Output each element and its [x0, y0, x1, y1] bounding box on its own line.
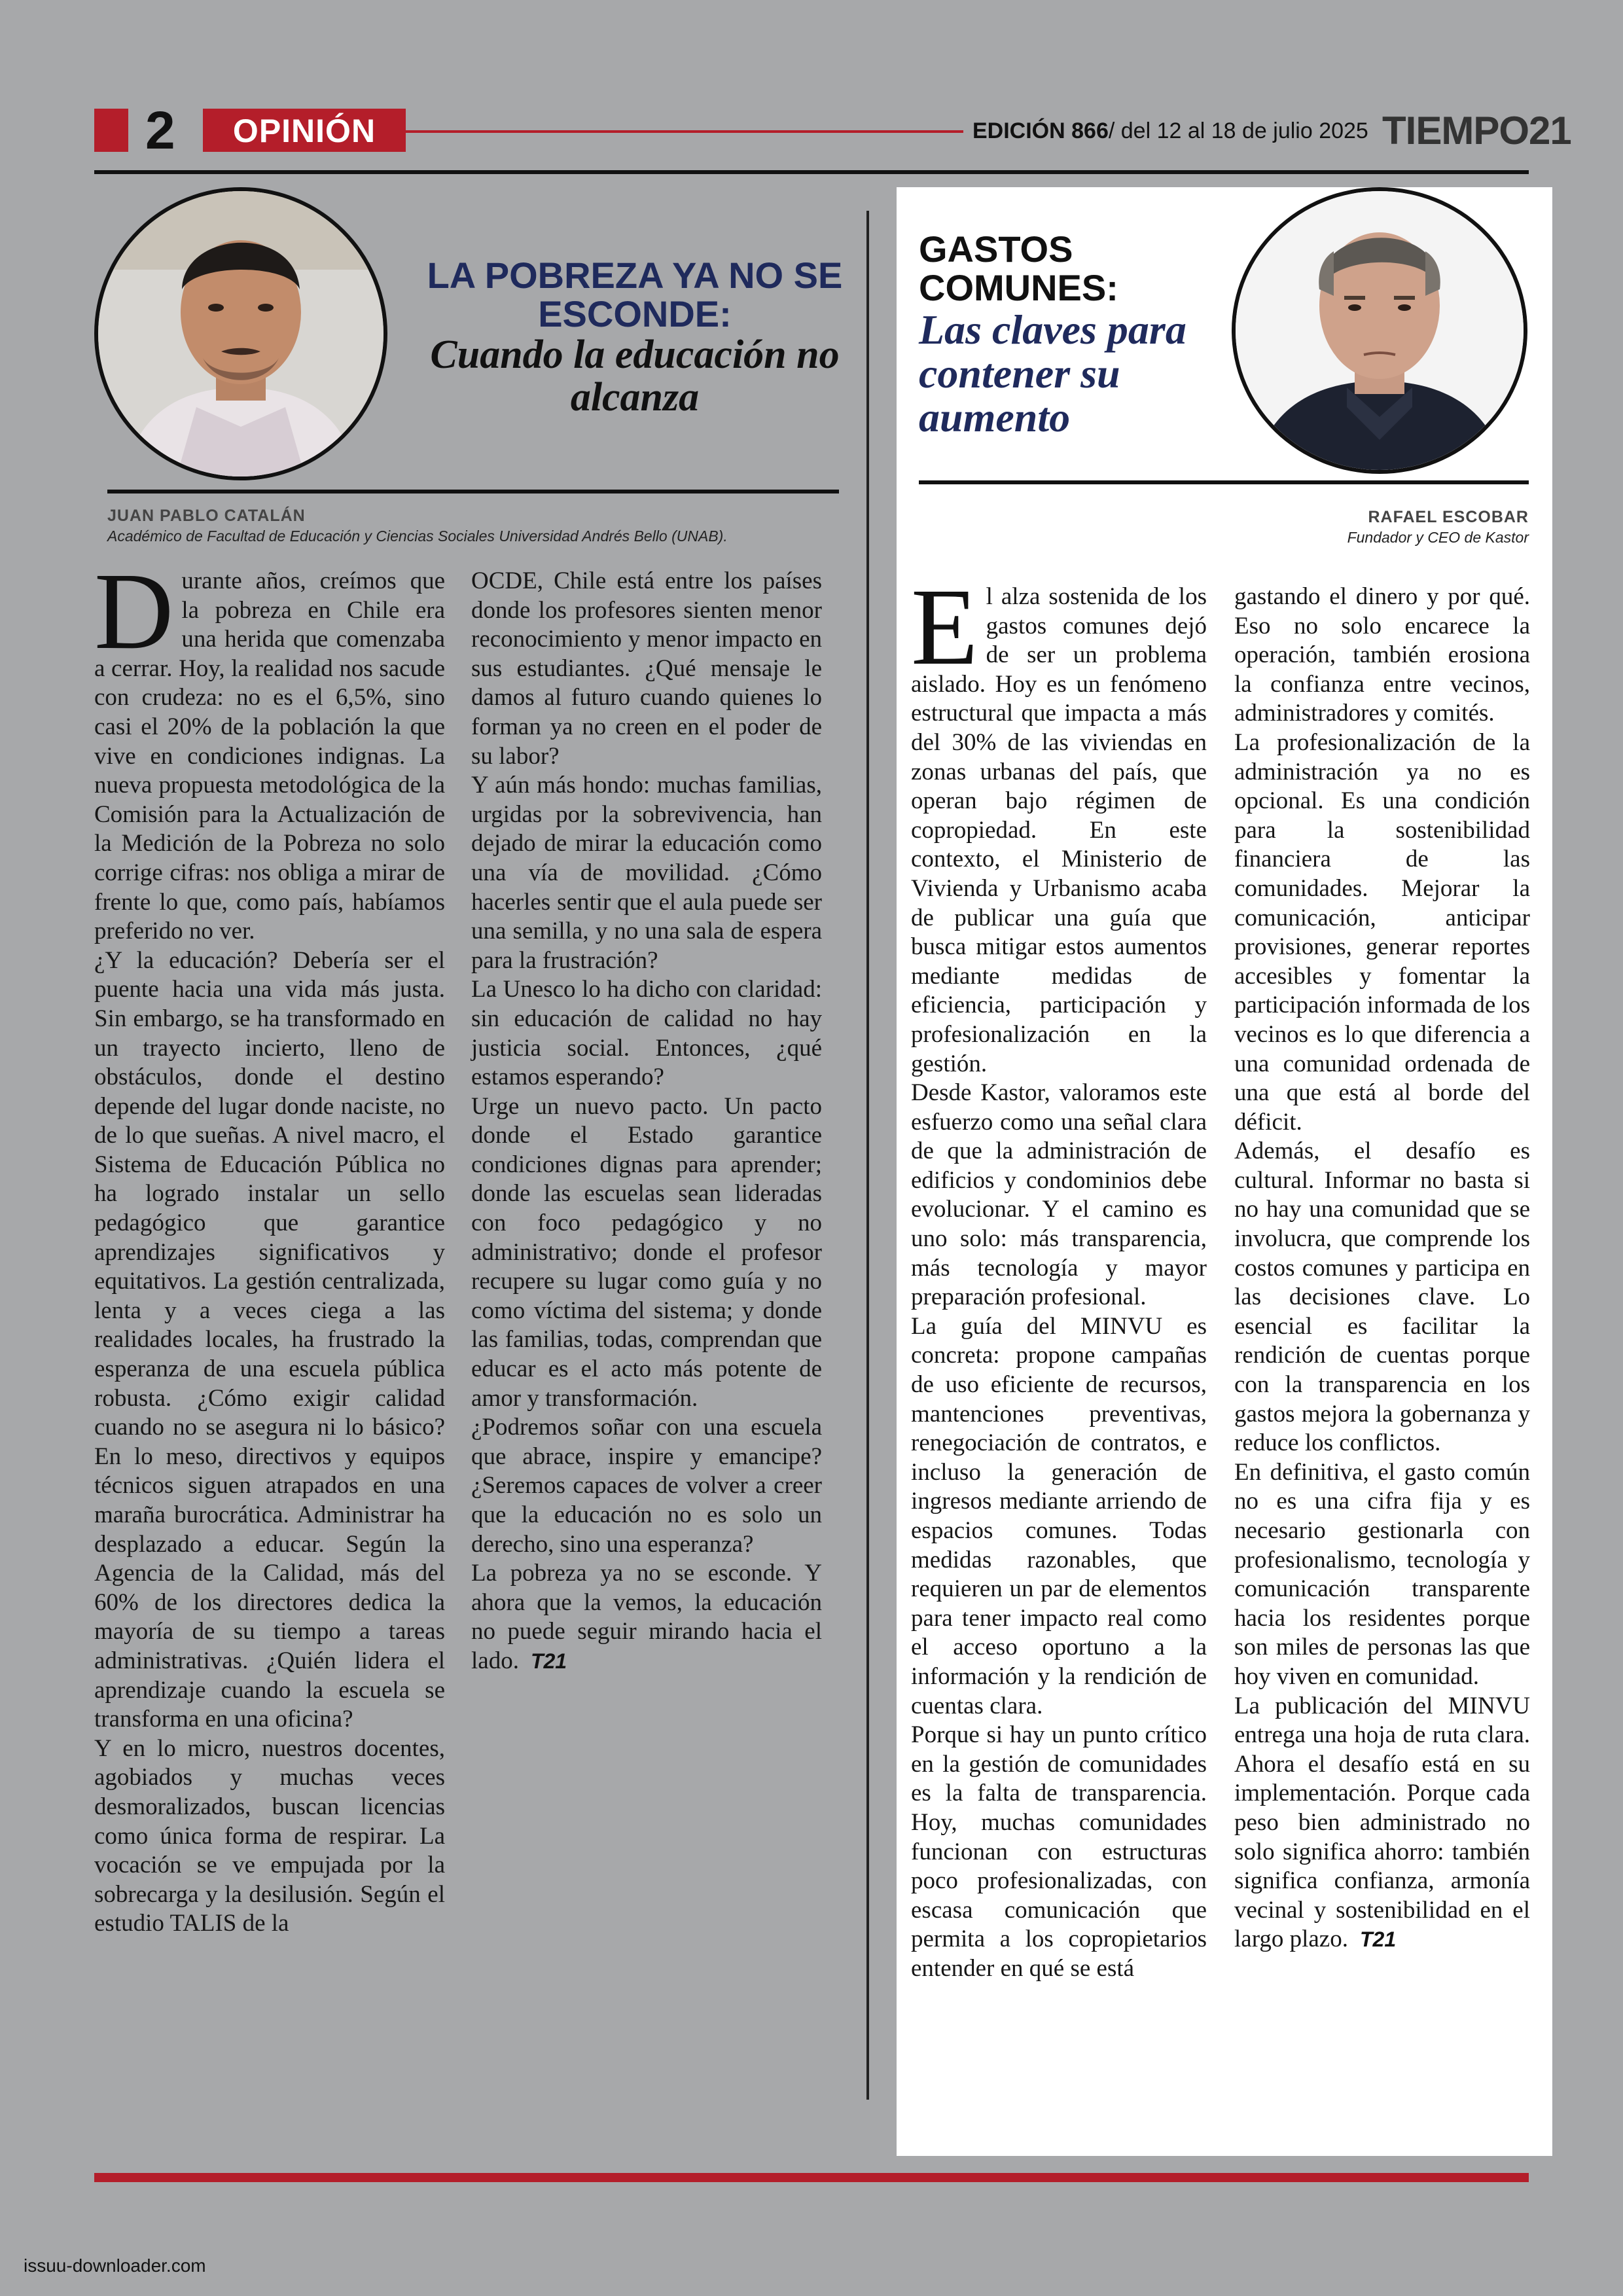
drop-cap: E	[911, 566, 978, 688]
paragraph: ¿Y la educación? Debería ser el puente hacia una vida más justa. Sin embargo, se ha transformado en un trayecto incierto, lleno de obstáculos, donde el destino depende del lugar donde naciste, no de lo que sueñas. A nivel macro, el Sistema de Educación Pública no ha logrado instalar un sello pedagógico que garantice aprendizajes significativos y equitativos. La gestión centralizada, lenta y a veces ciega a las realidades locales, ha frustrado la esperanza de una escuela pública robusta. ¿Cómo exigir calidad cuando no se asegura ni lo básico? En lo meso, directivos y equipos técnicos siguen atrapados en una maraña burocrática. Administrar ha desplazado a educar. Según la Agencia de la Calidad, más del 60% de los directores dedica la mayoría de su tiempo a tareas administrativas. ¿Quién lidera el aprendizaje cuando la escuela se transforma en una oficina?	[94, 946, 445, 1733]
paragraph: La guía del MINVU es concreta: propone campañas de uso eficiente de recursos, mantenciones preventivas, renegociación de contratos, e incluso la generación de ingresos mediante arriendo de espacios comunes. Todas medidas razonables, que requieren un par de elementos para tener impacto real como el acceso oportuno a la información y la rendición de cuentas clara.	[911, 1312, 1207, 1719]
article-left-affiliation: Académico de Facultad de Educación y Ciencias Sociales Universidad Andrés Bello (UNAB).	[107, 528, 728, 545]
paragraph-text: La publicación del MINVU entrega una hoja de ruta clara. Ahora el desafío está en su implementación. Porque cada peso bien administrado no solo significa ahorro: también significa confianza, armonía vecinal y sostenibilidad en el largo plazo.	[1234, 1692, 1530, 1953]
paragraph-text: urante años, creímos que la pobreza en Chile era una herida que comenzaba a cerrar. Hoy, la realidad nos sacude con crudeza: no es el 6,5%, sino casi el 20% de la población la que vive en condiciones indignas. La nueva propuesta metodológica de la Comisión para la Actualización de la Medición de la Pobreza no solo corrige cifras: nos obliga a mirar de frente lo que, como país, habíamos preferido no ver.	[94, 567, 445, 945]
end-mark-icon: T21	[1359, 1928, 1397, 1952]
article-right-title-italic: Las claves para contener su aumento	[919, 306, 1186, 440]
author-portrait-right	[1232, 187, 1527, 474]
article-right-column-1	[911, 566, 1207, 1984]
paragraph: OCDE, Chile está entre los países donde los profesores sienten menor reconocimiento y menor impacto en sus estudiantes. ¿Qué mensaje le damos al futuro cuando quienes lo forman ya no creen en el poder de su labor?	[471, 567, 822, 770]
author-portrait-left	[94, 187, 387, 480]
article-right-rule	[919, 480, 1529, 484]
article-left-column-2	[471, 567, 822, 1676]
article-right-affiliation: Fundador y CEO de Kastor	[1347, 529, 1529, 546]
article-right-title	[919, 230, 1259, 439]
header-red-square	[94, 109, 128, 152]
paragraph: Desde Kastor, valoramos este esfuerzo como una señal clara de que la administración de edificios y condominios debe evolucionar. Y el camino es uno solo: más transparencia, más tecnología y mayor preparación profesional.	[911, 1079, 1207, 1311]
paragraph: Y aún más hondo: muchas familias, urgidas por la sobrevivencia, han dejado de mirar la educación como una vía de movilidad. ¿Cómo hacerles sentir que el aula puede ser una semilla, y no una sala de espera para la frustración?	[471, 772, 822, 974]
paragraph	[471, 1559, 822, 1676]
edition-info	[972, 115, 1368, 147]
paragraph: La Unesco lo ha dicho con claridad: sin educación de calidad no hay justicia social. Entonces, ¿qué estamos esperando?	[471, 976, 822, 1091]
newspaper-logo: TIEMPO21	[1382, 109, 1571, 152]
paragraph: Además, el desafío es cultural. Informar no basta si no hay una comunidad que se involucra, que comprende los costos comunes y participa en las decisiones clave. Lo esencial es facilitar la rendición de cuentas porque con la transparencia en los gastos mejora la gobernanza y reduce los conflictos.	[1234, 1138, 1530, 1457]
paragraph: La profesionalización de la administración ya no es opcional. Es una condición para la sostenibilidad financiera de las comunidades. Mejorar la comunicación, anticipar provisiones, generar reportes accesibles y fomentar la participación informada de los vecinos es lo que diferencia a una comunidad ordenada de una que está al borde del déficit.	[1234, 728, 1530, 1136]
drop-cap: D	[94, 550, 174, 672]
paragraph	[1234, 1692, 1530, 1954]
column-divider	[866, 211, 869, 2100]
article-left-rule	[107, 490, 839, 493]
section-label: OPINIÓN	[203, 109, 406, 152]
paragraph-text: La pobreza ya no se esconde. Y ahora que la vemos, la educación no puede seguir mirando hacia el lado.	[471, 1560, 822, 1674]
header-red-line	[406, 130, 963, 133]
paragraph: Y en lo micro, nuestros docentes, agobiados y muchas veces desmoralizados, buscan licencias como única forma de respirar. La vocación se ve empujada por la sobrecarga y la desilusión. Según el estudio TALIS de la	[94, 1734, 445, 1937]
edition-dates: / del 12 al 18 de julio 2025	[1108, 118, 1368, 143]
page-number: 2	[145, 101, 175, 160]
article-left-title-upper: LA POBREZA YA NO SE ESCONDE:	[427, 255, 843, 334]
paragraph: En definitiva, el gasto común no es una cifra fija y es necesario gestionarla con profesionalismo, tecnología y comunicación transparente hacia los residentes porque son miles de personas las que hoy viven en comunidad.	[1234, 1458, 1530, 1690]
portrait-illustration-right	[1236, 191, 1524, 470]
end-mark-icon: T21	[530, 1649, 567, 1673]
article-left-author: JUAN PABLO CATALÁN	[107, 507, 306, 525]
article-right-author: RAFAEL ESCOBAR	[1368, 508, 1529, 526]
article-right-column-2	[1234, 583, 1530, 1954]
paragraph-text: l alza sostenida de los gastos comunes dejó de ser un problema aislado. Hoy es un fenómeno estructural que impacta a más del 30% de las viviendas en zonas urbanas del país, que operan bajo régimen de copropiedad. En este contexto, el Ministerio de Vivienda y Urbanismo acaba de publicar una guía que busca mitigar estos aumentos mediante medidas de eficiencia, participación y profesionalización en la gestión.	[911, 583, 1207, 1077]
article-right-title-upper: GASTOS COMUNES:	[919, 228, 1118, 308]
paragraph: Urge un nuevo pacto. Un pacto donde el Estado garantice condiciones dignas para aprender; donde las escuelas sean lideradas con foco pedagógico y no administrativo; donde el profesor recupere su lugar como guía y no como víctima del sistema; y donde las familias, todas, comprendan que educar es el acto más potente de amor y transformación.	[471, 1092, 822, 1412]
paragraph: Porque si hay un punto crítico en la gestión de comunidades es la falta de transparencia. Hoy, muchas comunidades funcionan con estructuras poco profesionalizadas, con escasa comunicación que permita a los copropietarios entender en qué se está	[911, 1721, 1207, 1982]
paragraph	[911, 566, 1207, 1079]
watermark: issuu-downloader.com	[24, 2255, 206, 2276]
paragraph: ¿Podremos soñar con una escuela que abrace, inspire y emancipe? ¿Seremos capaces de volver a creer que la educación no es solo un derecho, sino una esperanza?	[471, 1414, 822, 1558]
header-rule	[94, 170, 1529, 174]
portrait-illustration-left	[98, 191, 383, 476]
article-left-title	[406, 257, 864, 419]
article-left-column-1	[94, 550, 445, 1939]
article-left-title-italic: Cuando la educación no alcanza	[430, 332, 840, 420]
edition-number: EDICIÓN 866	[972, 118, 1109, 143]
paragraph: gastando el dinero y por qué. Eso no solo encarece la operación, también erosiona la confianza entre vecinos, administradores y comités.	[1234, 583, 1530, 727]
paragraph	[94, 550, 445, 946]
footer-red-line	[94, 2173, 1529, 2182]
